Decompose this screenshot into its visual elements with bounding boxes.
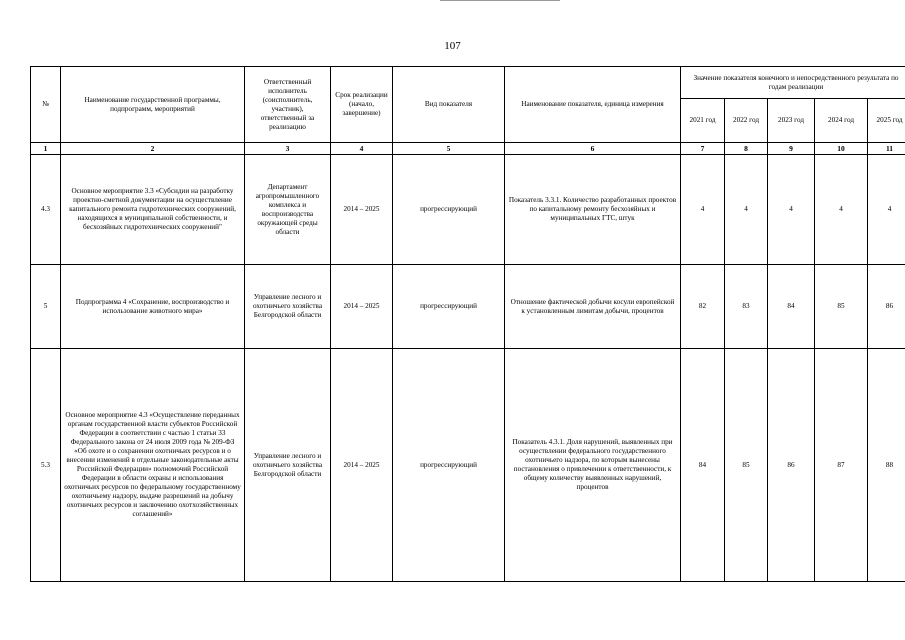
row-name: Основное мероприятие 4.3 «Осуществление переданных органам государственной власти субъектов Российской Федерации в соответствии с частью 1 статьи 33 Федерального закона от 24 июля 2009 года № 209-ФЗ «Об охоте и о сохранении охотничьих ресурсов и о внесении изменений в отдельные законодательные акты Российской Федерации» полномочий Российской Федерации в области охраны и использования охотничьих ресурсов по федеральному государственному охотничьему надзору, выдаче разрешений на добычу охотничьих ресурсов и заключению охотхозяйственных соглашений» <box>61 349 245 582</box>
header-period: Срок реализации (начало, завершение) <box>331 67 393 143</box>
row-value-2023: 84 <box>768 265 815 349</box>
row-responsible: Управление лесного и охотничьего хозяйства Белгородской области <box>245 265 331 349</box>
column-number: 4 <box>331 143 393 155</box>
row-value-2022: 83 <box>725 265 768 349</box>
column-number: 6 <box>505 143 681 155</box>
header-type: Вид показателя <box>393 67 505 143</box>
column-number-row <box>31 143 905 155</box>
header-name: Наименование государственной программы, подпрограмм, мероприятий <box>61 67 245 143</box>
row-value-2025: 88 <box>868 349 905 582</box>
row-type: прогрессирующий <box>393 265 505 349</box>
row-value-2023: 4 <box>768 155 815 265</box>
column-number: 11 <box>868 143 905 155</box>
row-value-2024: 85 <box>815 265 868 349</box>
row-no: 5.3 <box>31 349 61 582</box>
column-number: 8 <box>725 143 768 155</box>
column-number: 9 <box>768 143 815 155</box>
column-number: 2 <box>61 143 245 155</box>
header-no: № <box>31 67 61 143</box>
row-value-2025: 86 <box>868 265 905 349</box>
column-number: 5 <box>393 143 505 155</box>
table-row <box>31 265 905 349</box>
row-value-2024: 87 <box>815 349 868 582</box>
row-no: 5 <box>31 265 61 349</box>
row-value-2023: 86 <box>768 349 815 582</box>
header-values-group: Значение показателя конечного и непосредственного результата по годам реализации <box>681 67 905 99</box>
row-value-2021: 82 <box>681 265 725 349</box>
page-number: 107 <box>444 40 461 52</box>
indicators-table <box>30 66 905 582</box>
row-indicator: Показатель 4.3.1. Доля нарушений, выявленных при осуществлении федерального государственного охотничьего надзора, по которым вынесены постановления о привлечении к ответственности, к общему количеству выявленных нарушений, процентов <box>505 349 681 582</box>
row-value-2024: 4 <box>815 155 868 265</box>
row-responsible: Управление лесного и охотничьего хозяйства Белгородской области <box>245 349 331 582</box>
row-type: прогрессирующий <box>393 349 505 582</box>
table-row <box>31 155 905 265</box>
header-year-2025: 2025 год <box>868 99 905 143</box>
row-indicator: Отношение фактической добычи косули европейской к установленным лимитам добычи, процентов <box>505 265 681 349</box>
row-period: 2014 – 2025 <box>331 349 393 582</box>
header-year-2024: 2024 год <box>815 99 868 143</box>
row-period: 2014 – 2025 <box>331 265 393 349</box>
row-value-2021: 4 <box>681 155 725 265</box>
row-no: 4.3 <box>31 155 61 265</box>
row-name: Подпрограмма 4 «Сохранение, воспроизводство и использование животного мира» <box>61 265 245 349</box>
row-value-2022: 4 <box>725 155 768 265</box>
header-row-1 <box>31 67 905 99</box>
table-row <box>31 349 905 582</box>
column-number: 7 <box>681 143 725 155</box>
row-name: Основное мероприятие 3.3 «Субсидии на разработку проектно-сметной документации на осуществление капитального ремонта гидротехнических сооружений, находящихся в муниципальной собственности, и бесхозяйных гидротехнических сооружений" <box>61 155 245 265</box>
header-year-2022: 2022 год <box>725 99 768 143</box>
header-responsible: Ответственный исполнитель (соисполнитель, участник), ответственный за реализацию <box>245 67 331 143</box>
column-number: 10 <box>815 143 868 155</box>
header-year-2021: 2021 год <box>681 99 725 143</box>
row-responsible: Департамент агропромышленного комплекса и воспроизводства окружающей среды области <box>245 155 331 265</box>
column-number: 3 <box>245 143 331 155</box>
row-value-2022: 85 <box>725 349 768 582</box>
row-value-2021: 84 <box>681 349 725 582</box>
row-type: прогрессирующий <box>393 155 505 265</box>
row-value-2025: 4 <box>868 155 905 265</box>
header-year-2023: 2023 год <box>768 99 815 143</box>
column-number: 1 <box>31 143 61 155</box>
row-indicator: Показатель 3.3.1. Количество разработанных проектов по капитальному ремонту бесхозяйных и муниципальных ГТС, штук <box>505 155 681 265</box>
header-indicator: Наименование показателя, единица измерения <box>505 67 681 143</box>
top-edge-line <box>440 0 560 1</box>
row-period: 2014 – 2025 <box>331 155 393 265</box>
